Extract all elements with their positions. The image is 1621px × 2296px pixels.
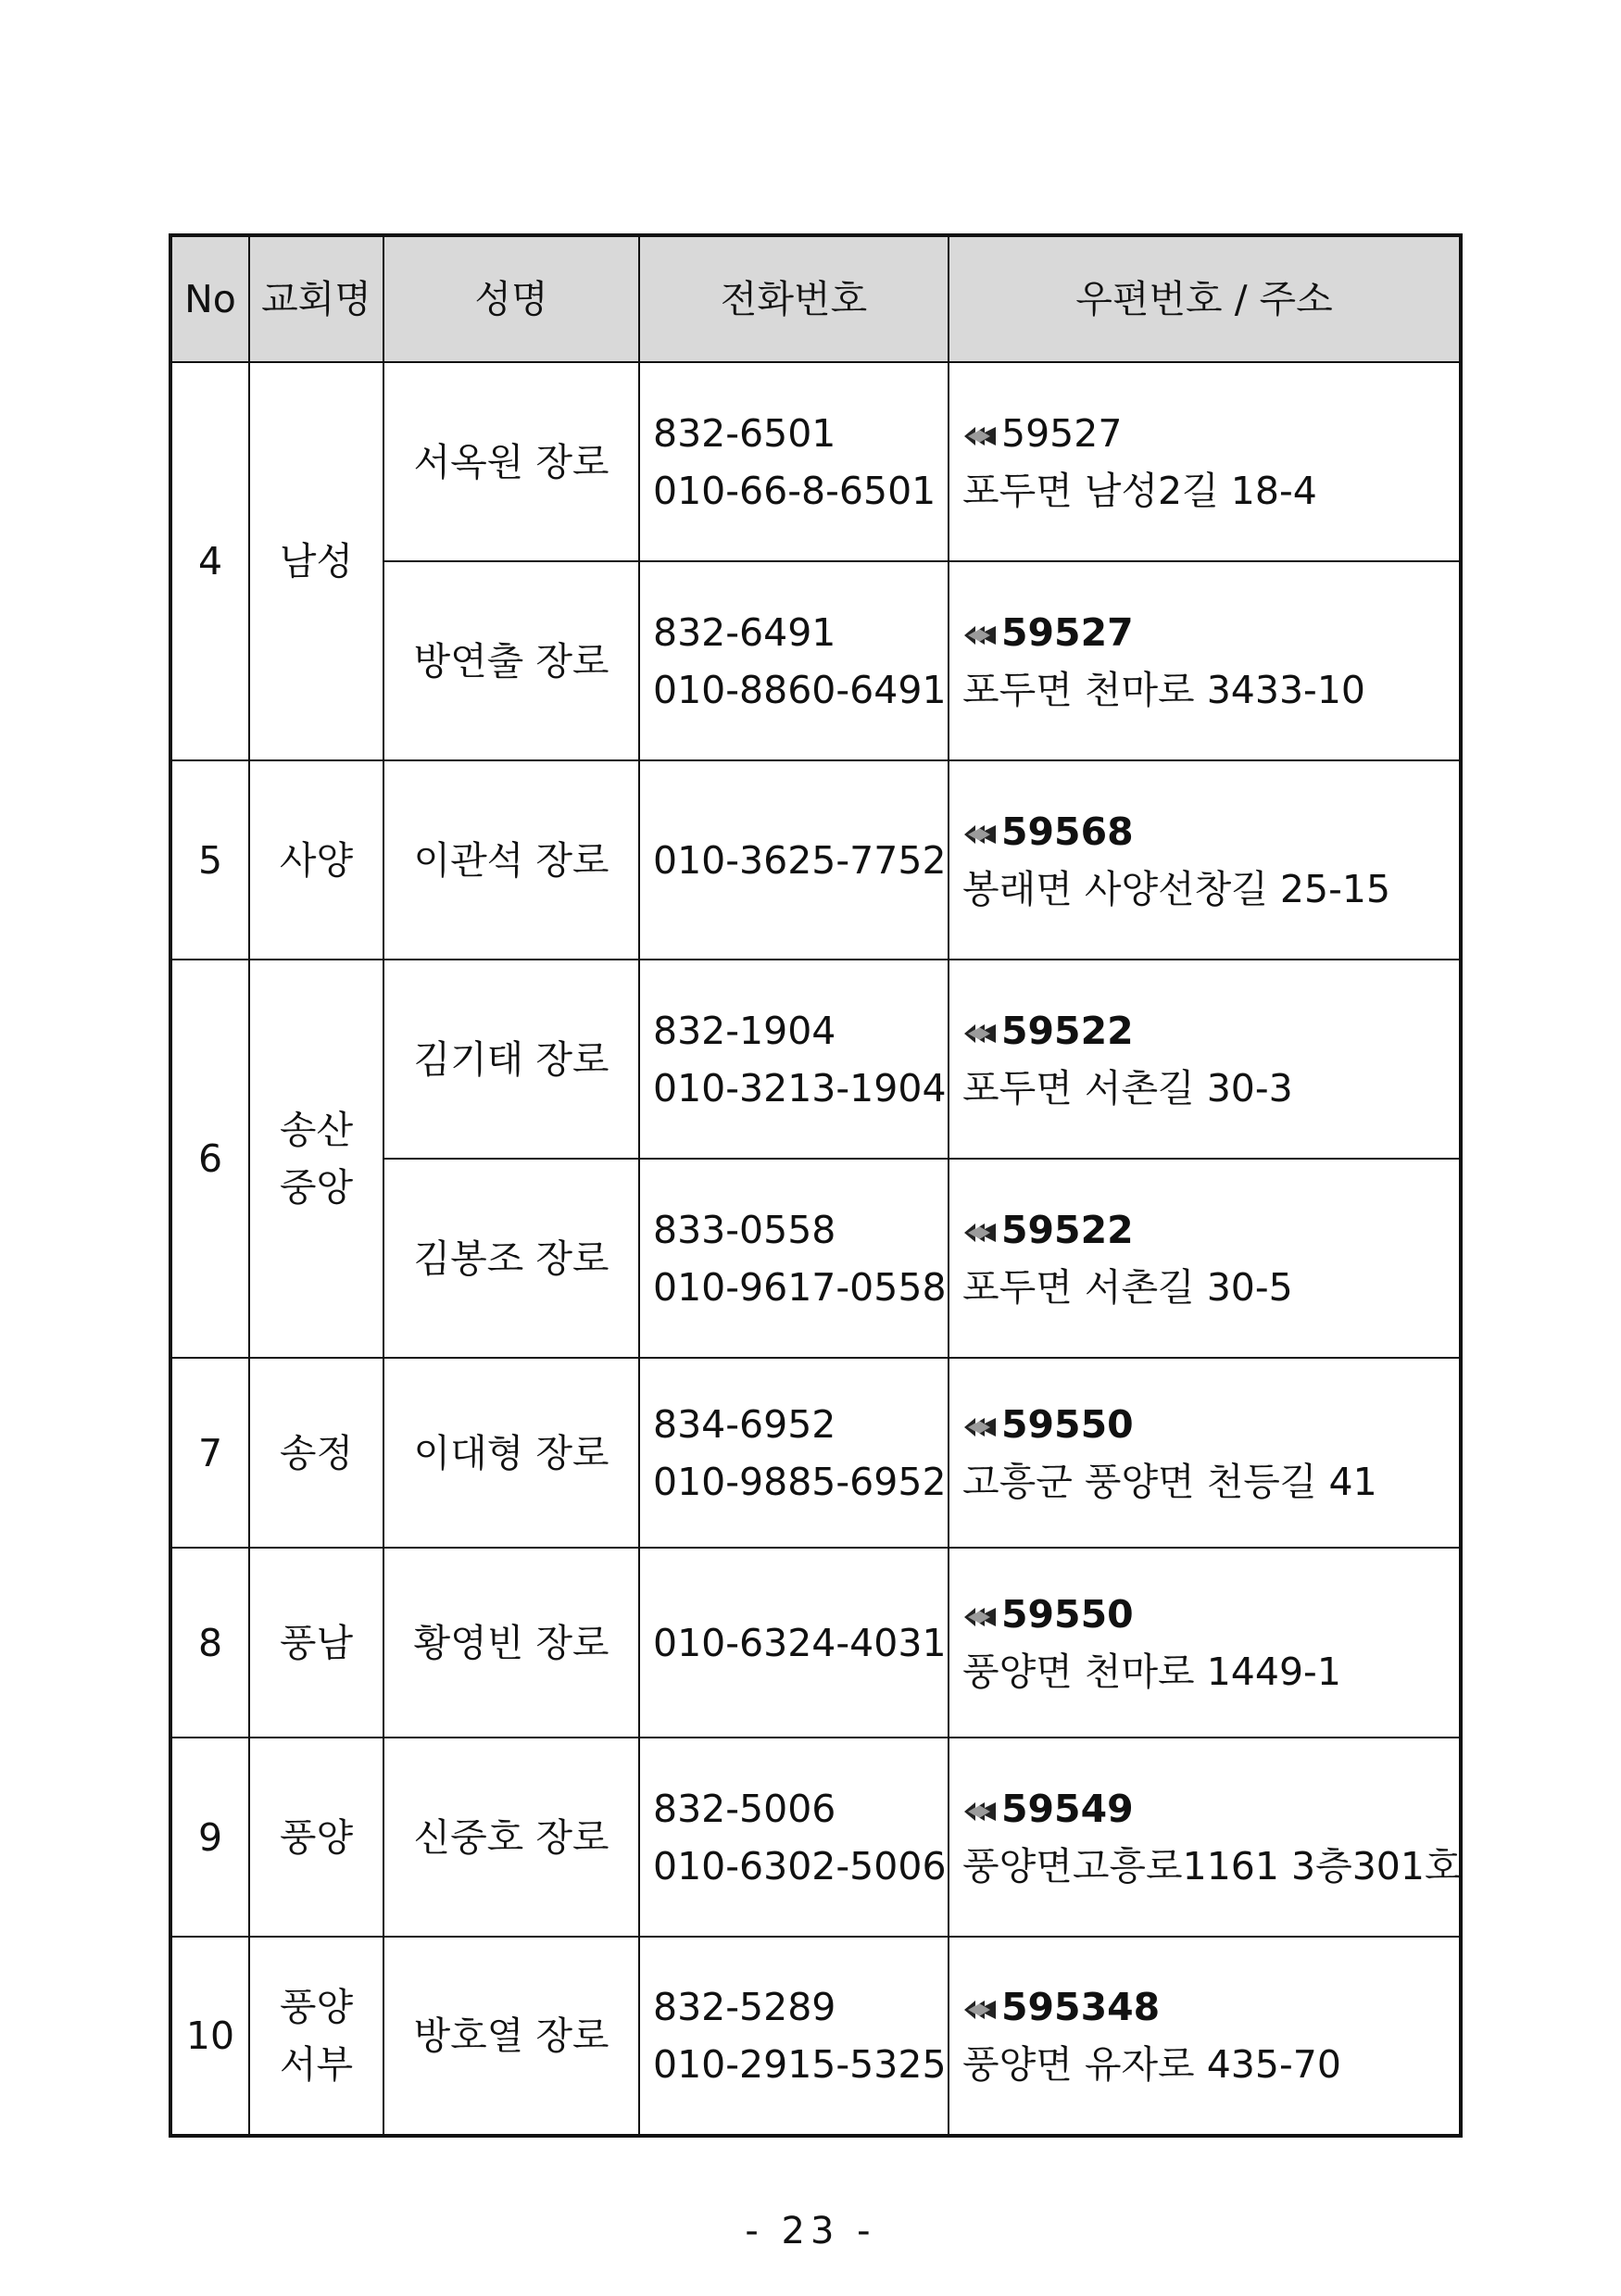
church-name-line: 중앙	[279, 1165, 354, 1210]
table-row	[170, 1358, 1461, 1548]
church-name	[249, 960, 383, 1358]
person-name: 황영빈 장로	[383, 1548, 639, 1738]
table-row	[170, 960, 1461, 1159]
phone-cell	[639, 1548, 949, 1738]
row-number: 8	[170, 1548, 249, 1738]
phone-number: 010-3213-1904	[653, 1065, 947, 1110]
phone-cell	[639, 561, 949, 760]
postal-code: 59550	[1001, 1401, 1134, 1447]
church-name-line: 송산	[279, 1108, 354, 1152]
row-number: 6	[170, 960, 249, 1358]
row-number: 4	[170, 362, 249, 760]
phone-cell	[639, 760, 949, 960]
phone-number: 832-1904	[653, 1008, 836, 1053]
address-cell	[949, 960, 1461, 1159]
phone-cell	[639, 960, 949, 1159]
table-header-row	[170, 235, 1461, 362]
phone-number: 010-8860-6491	[653, 667, 947, 712]
elder-directory-table	[169, 233, 1463, 2138]
phone-number: 010-66-8-6501	[653, 468, 936, 513]
row-number: 9	[170, 1738, 249, 1937]
table-row	[170, 760, 1461, 960]
postal-code: 59527	[1001, 609, 1134, 655]
mail-envelope-icon	[962, 1605, 998, 1629]
street-address: 풍양면 천마로 1449-1	[962, 1649, 1341, 1694]
table-body	[170, 362, 1461, 2136]
row-number: 5	[170, 760, 249, 960]
postal-code: 59527	[1001, 410, 1123, 456]
church-name-line: 풍양	[279, 1814, 354, 1860]
street-address: 고흥군 풍양면 천등길 41	[962, 1459, 1377, 1504]
page-number: - 23 -	[745, 2210, 876, 2252]
phone-number: 010-9617-0558	[653, 1264, 947, 1310]
address-cell	[949, 1548, 1461, 1738]
postal-code: 59522	[1001, 1207, 1134, 1252]
mail-envelope-icon	[962, 1415, 998, 1439]
phone-cell	[639, 362, 949, 561]
person-name: 신중호 장로	[383, 1738, 639, 1937]
postal-code: 59568	[1001, 809, 1134, 854]
phone-cell	[639, 1159, 949, 1358]
person-name: 방연출 장로	[383, 561, 639, 760]
street-address: 풍양면고흥로1161 3층301호	[962, 1843, 1462, 1888]
church-name-line: 풍양	[279, 1985, 354, 2029]
church-name	[249, 362, 383, 760]
phone-cell	[639, 1937, 949, 2136]
phone-number: 010-2915-5325	[653, 2042, 947, 2087]
mail-envelope-icon	[962, 424, 998, 448]
phone-number: 832-5006	[653, 1786, 836, 1831]
phone-cell	[639, 1358, 949, 1548]
church-name-line: 남성	[279, 539, 354, 583]
postal-code: 59549	[1001, 1786, 1134, 1831]
address-cell	[949, 1738, 1461, 1937]
person-name: 서옥원 장로	[383, 362, 639, 561]
postal-code: 59550	[1001, 1591, 1134, 1637]
address-cell	[949, 1358, 1461, 1548]
mail-envelope-icon	[962, 822, 998, 847]
church-name-line: 서부	[279, 2042, 354, 2087]
church-name-line: 풍남	[279, 1620, 354, 1665]
table-row	[170, 1937, 1461, 2136]
phone-number: 834-6952	[653, 1401, 836, 1447]
person-name: 김기태 장로	[383, 960, 639, 1159]
postal-code: 595348	[1001, 1985, 1161, 2029]
address-cell	[949, 1159, 1461, 1358]
church-name	[249, 1358, 383, 1548]
phone-number: 832-5289	[653, 1985, 836, 2029]
header-name: 성명	[383, 235, 639, 362]
church-name-line: 사양	[279, 837, 354, 883]
phone-number: 832-6501	[653, 410, 836, 456]
table-row	[170, 1738, 1461, 1937]
church-name-line: 송정	[279, 1430, 354, 1475]
table-row	[170, 362, 1461, 561]
address-cell	[949, 561, 1461, 760]
phone-number: 010-6324-4031	[653, 1620, 947, 1665]
street-address: 포두면 서촌길 30-3	[962, 1065, 1293, 1110]
church-name	[249, 1937, 383, 2136]
row-number: 10	[170, 1937, 249, 2136]
table-row	[170, 1548, 1461, 1738]
mail-envelope-icon	[962, 1022, 998, 1046]
street-address: 포두면 서촌길 30-5	[962, 1264, 1293, 1310]
header-church: 교회명	[249, 235, 383, 362]
mail-envelope-icon	[962, 1998, 998, 2022]
header-phone: 전화번호	[639, 235, 949, 362]
person-name: 김봉조 장로	[383, 1159, 639, 1358]
mail-envelope-icon	[962, 1800, 998, 1824]
row-number: 7	[170, 1358, 249, 1548]
address-cell	[949, 362, 1461, 561]
street-address: 봉래면 사양선창길 25-15	[962, 866, 1391, 911]
church-name	[249, 1738, 383, 1937]
phone-number: 832-6491	[653, 609, 836, 655]
person-name: 방호열 장로	[383, 1937, 639, 2136]
mail-envelope-icon	[962, 1221, 998, 1245]
phone-cell	[639, 1738, 949, 1937]
postal-code: 59522	[1001, 1008, 1134, 1053]
phone-number: 010-9885-6952	[653, 1459, 947, 1504]
phone-number: 010-3625-7752	[653, 837, 947, 883]
person-name: 이대형 장로	[383, 1358, 639, 1548]
church-name	[249, 1548, 383, 1738]
mail-envelope-icon	[962, 623, 998, 647]
person-name: 이관석 장로	[383, 760, 639, 960]
street-address: 포두면 남성2길 18-4	[962, 468, 1317, 513]
phone-number: 833-0558	[653, 1207, 836, 1252]
phone-number: 010-6302-5006	[653, 1843, 947, 1888]
church-name	[249, 760, 383, 960]
header-no: No	[170, 235, 249, 362]
address-cell	[949, 1937, 1461, 2136]
street-address: 포두면 천마로 3433-10	[962, 667, 1366, 712]
address-cell	[949, 760, 1461, 960]
street-address: 풍양면 유자로 435-70	[962, 2042, 1341, 2087]
header-address: 우편번호 / 주소	[949, 235, 1461, 362]
